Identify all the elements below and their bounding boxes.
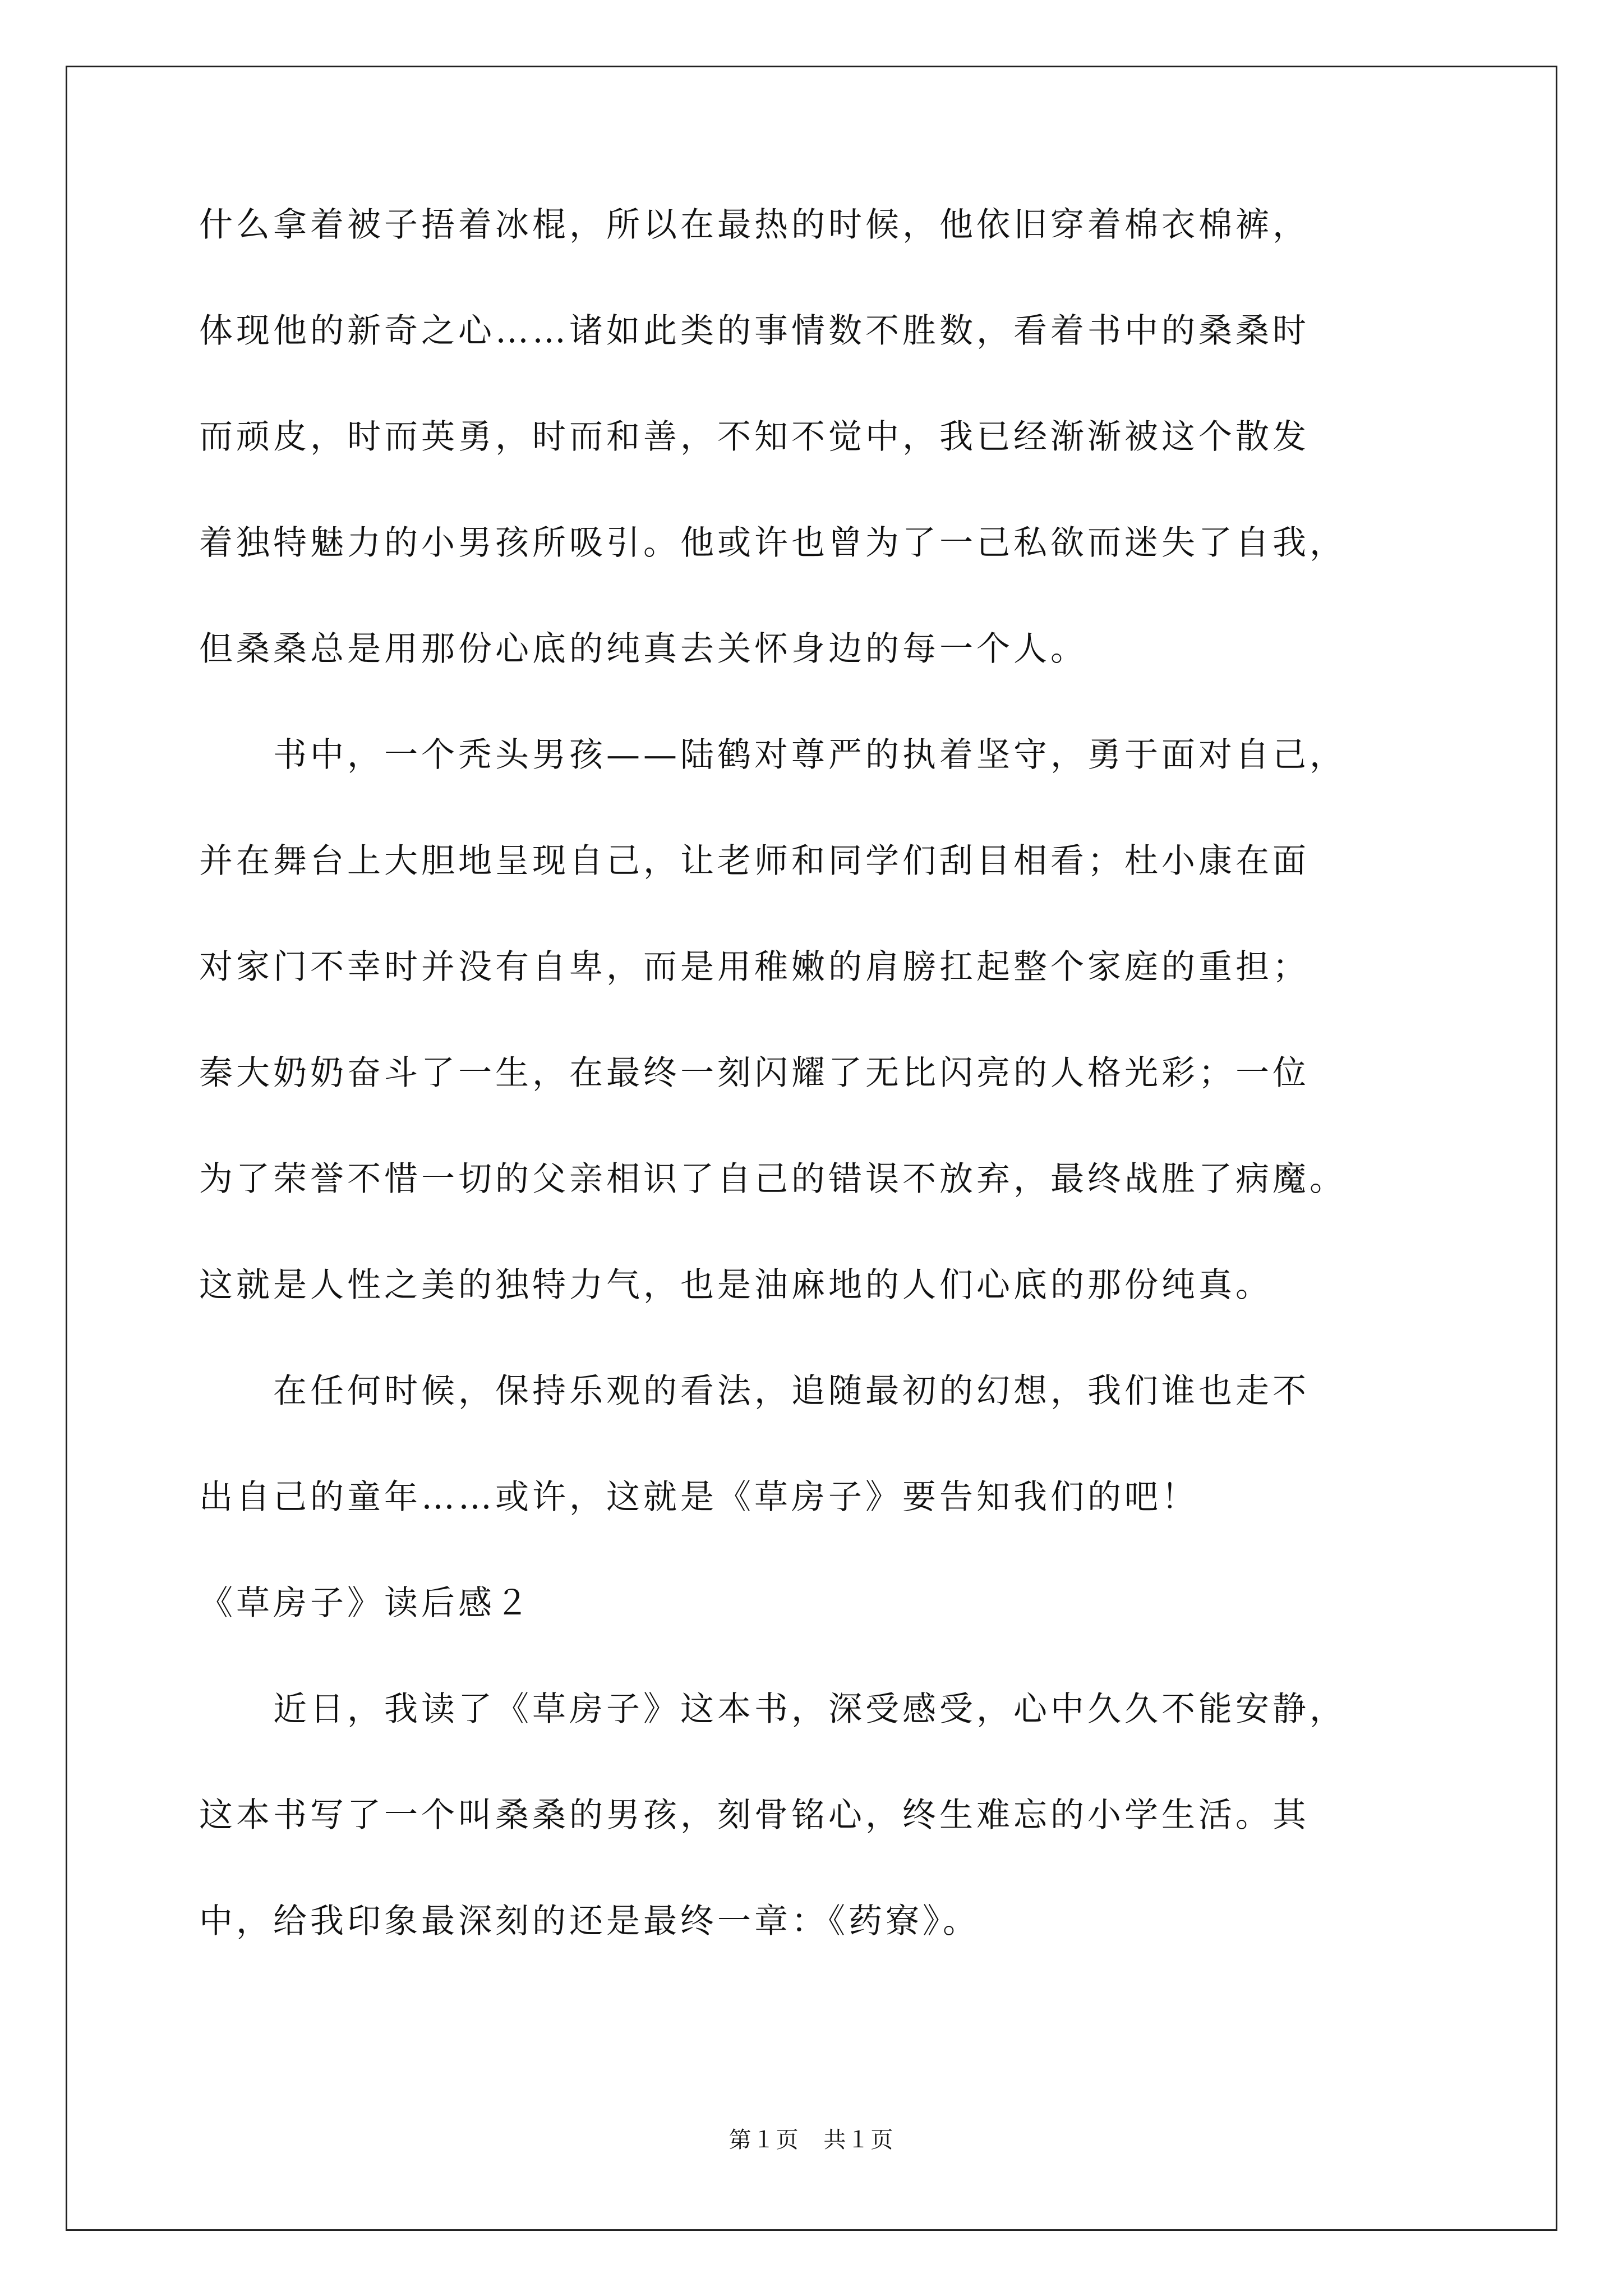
text-line: 在任何时候，保持乐观的看法，追随最初的幻想，我们谁也走不 bbox=[199, 1372, 1310, 1411]
page-number: 第１页 bbox=[728, 2127, 800, 2153]
text-line: 书中，一个秃头男孩——陆鹤对尊严的执着坚守，勇于面对自己， bbox=[199, 735, 1347, 775]
text-line: 体现他的新奇之心……诸如此类的事情数不胜数，看着书中的桑桑时 bbox=[199, 311, 1310, 351]
page-total: 共１页 bbox=[823, 2127, 895, 2153]
text-line: 中，给我印象最深刻的还是最终一章：《药寮》。 bbox=[199, 1902, 980, 1941]
page-footer bbox=[0, 2126, 1623, 2154]
text-line: 但桑桑总是用那份心底的纯真去关怀身边的每一个人。 bbox=[199, 629, 1087, 669]
text-line: 这本书写了一个叫桑桑的男孩，刻骨铭心，终生难忘的小学生活。其 bbox=[199, 1796, 1310, 1835]
text-line: 秦大奶奶奋斗了一生，在最终一刻闪耀了无比闪亮的人格光彩；一位 bbox=[199, 1053, 1310, 1093]
text-line: 为了荣誉不惜一切的父亲相识了自己的错误不放弃，最终战胜了病魔。 bbox=[199, 1159, 1347, 1199]
text-line: 而顽皮，时而英勇，时而和善，不知不觉中，我已经渐渐被这个散发 bbox=[199, 417, 1310, 457]
document-body bbox=[199, 205, 1438, 1941]
text-line: 近日，我读了《草房子》这本书，深受感受，心中久久不能安静， bbox=[199, 1690, 1347, 1729]
text-line: 并在舞台上大胆地呈现自己，让老师和同学们刮目相看；杜小康在面 bbox=[199, 841, 1310, 881]
text-line: 这就是人性之美的独特力气，也是油麻地的人们心底的那份纯真。 bbox=[199, 1266, 1272, 1305]
text-line: 着独特魅力的小男孩所吸引。他或许也曾为了一己私欲而迷失了自我， bbox=[199, 523, 1347, 563]
text-line: 出自己的童年……或许，这就是《草房子》要告知我们的吧！ bbox=[199, 1478, 1198, 1517]
text-line: 什么拿着被子捂着冰棍，所以在最热的时候，他依旧穿着棉衣棉裤， bbox=[199, 205, 1310, 245]
text-line: 对家门不幸时并没有自卑，而是用稚嫩的肩膀扛起整个家庭的重担； bbox=[199, 947, 1310, 987]
section-heading: 《草房子》读后感２ bbox=[199, 1584, 532, 1623]
